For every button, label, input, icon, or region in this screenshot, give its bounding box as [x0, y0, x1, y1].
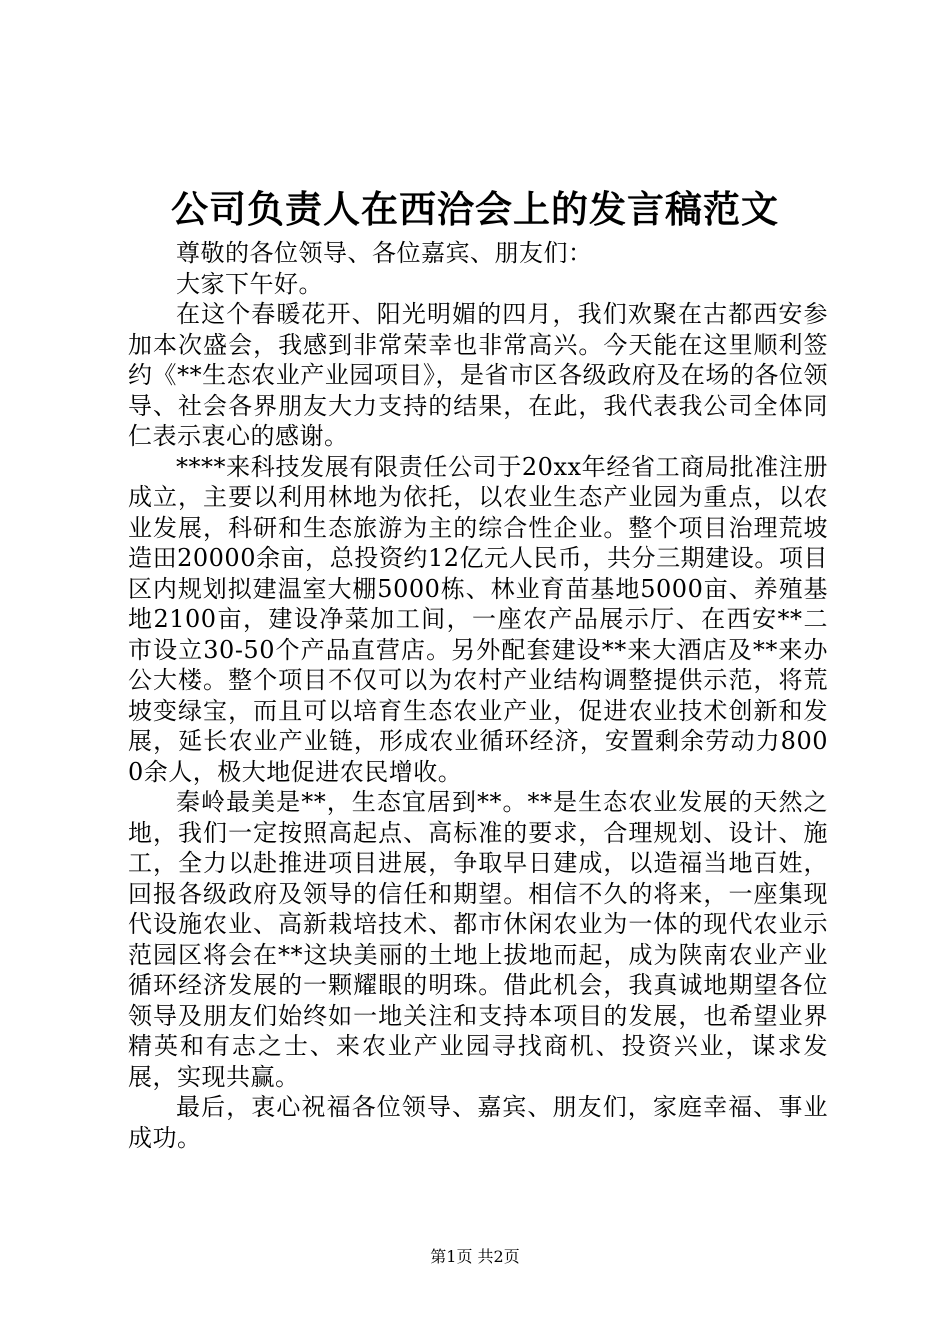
page-footer: 第1页 共2页: [430, 1247, 520, 1266]
vision-paragraph: 秦岭最美是**，生态宜居到**。**是生态农业发展的天然之地，我们一定按照高起点、高标准的要求，合理规划、设计、施工，全力以赴推进项目进展，争取早日建成，以造福当地百姓，回报各级政府及领导的信任和期望。相信不久的将来，一座集现代设施农业、高新栽培技术、都市休闲农业为一体的现代农业示范园区将会在**这块美丽的土地上拔地而起，成为陕南农业产业循环经济发展的一颗耀眼的明珠。借此机会，我真诚地期望各位领导及朋友们始终如一地关注和支持本项目的发展，也希望业界精英和有志之士、来农业产业园寻找商机、投资兴业，谋求发展，实现共赢。: [128, 788, 828, 1091]
salutation-paragraph: 尊敬的各位领导、各位嘉宾、朋友们：: [176, 239, 593, 267]
company-intro-paragraph: ****来科技发展有限责任公司于20xx年经省工商局批准注册成立，主要以利用林地为依托，以农业生态产业园为重点，以农业发展，科研和生态旅游为主的综合性企业。整个项目治理荒坡造田20000余亩，总投资约12亿元人民币，共分三期建设。项目区内规划拟建温室大棚5000栋、林业育苗基地5000亩、养殖基地2100亩，建设净菜加工间，一座农产品展示厅、在西安**二市设立30-50个产品直营店。另外配套建设**来大酒店及**来办公大楼。整个项目不仅可以为农村产业结构调整提供示范，将荒坡变绿宝，而且可以培育生态农业产业，促进农业技术创新和发展，延长农业产业链，形成农业循环经济，安置剩余劳动力8000余人，极大地促进农民增收。: [128, 452, 828, 786]
document-title: 公司负责人在西洽会上的发言稿范文: [171, 187, 779, 231]
opening-paragraph: 在这个春暖花开、阳光明媚的四月，我们欢聚在古都西安参加本次盛会，我感到非常荣幸也非常高兴。今天能在这里顺利签约《**生态农业产业园项目》，是省市区各级政府及在场的各位领导、社会各界朋友大力支持的结果，在此，我代表我公司全体同仁表示衷心的感谢。: [128, 300, 828, 450]
document-body: [128, 238, 828, 1153]
greeting-paragraph: 大家下午好。: [176, 269, 323, 298]
closing-paragraph: 最后，衷心祝福各位领导、嘉宾、朋友们，家庭幸福、事业成功。: [128, 1093, 828, 1152]
